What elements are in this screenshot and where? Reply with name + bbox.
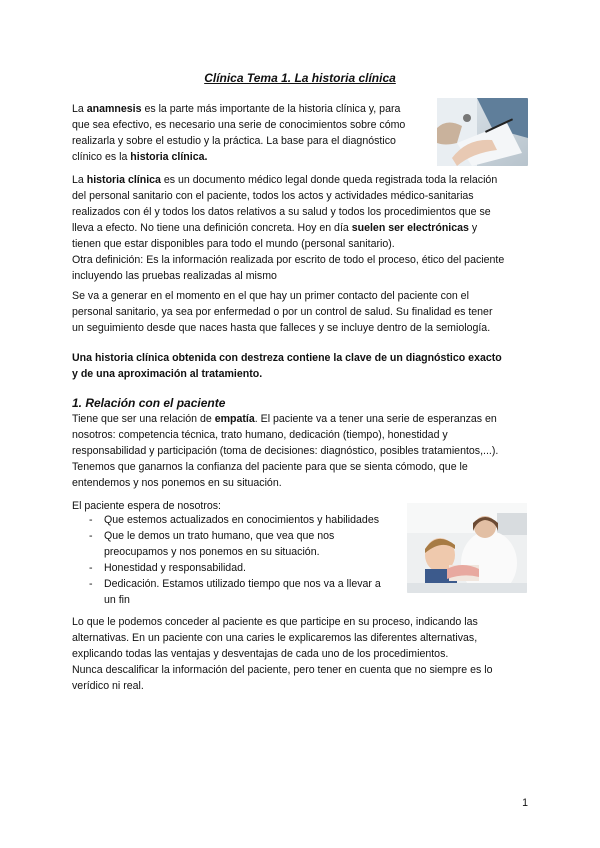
list-item: - Que estemos actualizados en conocimientos y habilidades <box>89 514 380 526</box>
dentist-child-image <box>407 503 527 593</box>
generation-paragraph: Se va a generar en el momento en el que hay un primer contacto del paciente con el personal sanitario, ya sea por enfermedad o por un control de salud. Su finalidad es tener un seguimiento desde que naces hasta que falleces y se incluye dentro de la semiología. <box>72 290 493 334</box>
expectations-intro: El paciente espera de nosotros: <box>72 500 221 512</box>
list-item: - Dedicación. Estamos utilizado tiempo que nos va a llevar a un fin <box>89 578 381 606</box>
page-number: 1 <box>522 797 528 809</box>
empathy-paragraph: Tiene que ser una relación de empatía. El paciente va a tener una serie de esperanzas en nosotros: competencia técnica, trato humano, dedicación (tiempo), honestidad y responsabilidad y participación (toma de decisiones: diagnóstico, posibles tratamientos,...). Tenemos que ganarnos la confianza del paciente para que se sienta cómodo, que le entendemos y nos ponemos en su situación. <box>72 413 499 489</box>
list-item: - Honestidad y responsabilidad. <box>89 562 246 574</box>
expectations-list <box>72 512 402 608</box>
intro-paragraph: La anamnesis es la parte más importante de la historia clínica y, para que sea efectivo, es necesario una serie de conocimientos sobre cómo realizarla y sobre el estudio y la práctica. La base para el diagnóstico clínico es la historia clínica. <box>72 103 406 163</box>
list-item: - Que le demos un trato humano, que vea que nos preocupamos y nos ponemos en su situación. <box>89 530 335 558</box>
doctor-writing-image <box>437 98 528 166</box>
page-title: Clínica Tema 1. La historia clínica <box>204 71 396 85</box>
definition-paragraph: La historia clínica es un documento médico legal donde queda registrada toda la relación del personal sanitario con el paciente, todos los actos y actividades médico-sanitarias realizados con él y todos los datos relativos a su salud y todos los procedimientos que se lleva a efecto. No tiene una definición concreta. Hoy en día suelen ser electrónicas y tienen que estar disponibles para todo el mundo (personal sanitario). Otra definición: Es la información realizada por escrito de todo el proceso, ético del paciente incluyendo las pruebas realizadas al mismo <box>72 174 505 282</box>
section-heading: 1. Relación con el paciente <box>72 396 226 410</box>
closing-paragraph: Lo que le podemos conceder al paciente es que participe en su proceso, indicando las alternativas. En un paciente con una caries le explicaremos las diferentes alternativas, explicando todas las ventajas y desventajas de cada uno de los procedimientos. Nunca descalificar la información del paciente, pero tener en cuenta que no siempre es lo verídico ni real. <box>72 616 493 692</box>
key-statement: Una historia clínica obtenida con destreza contiene la clave de un diagnóstico exacto y de una aproximación al tratamiento. <box>72 352 502 380</box>
